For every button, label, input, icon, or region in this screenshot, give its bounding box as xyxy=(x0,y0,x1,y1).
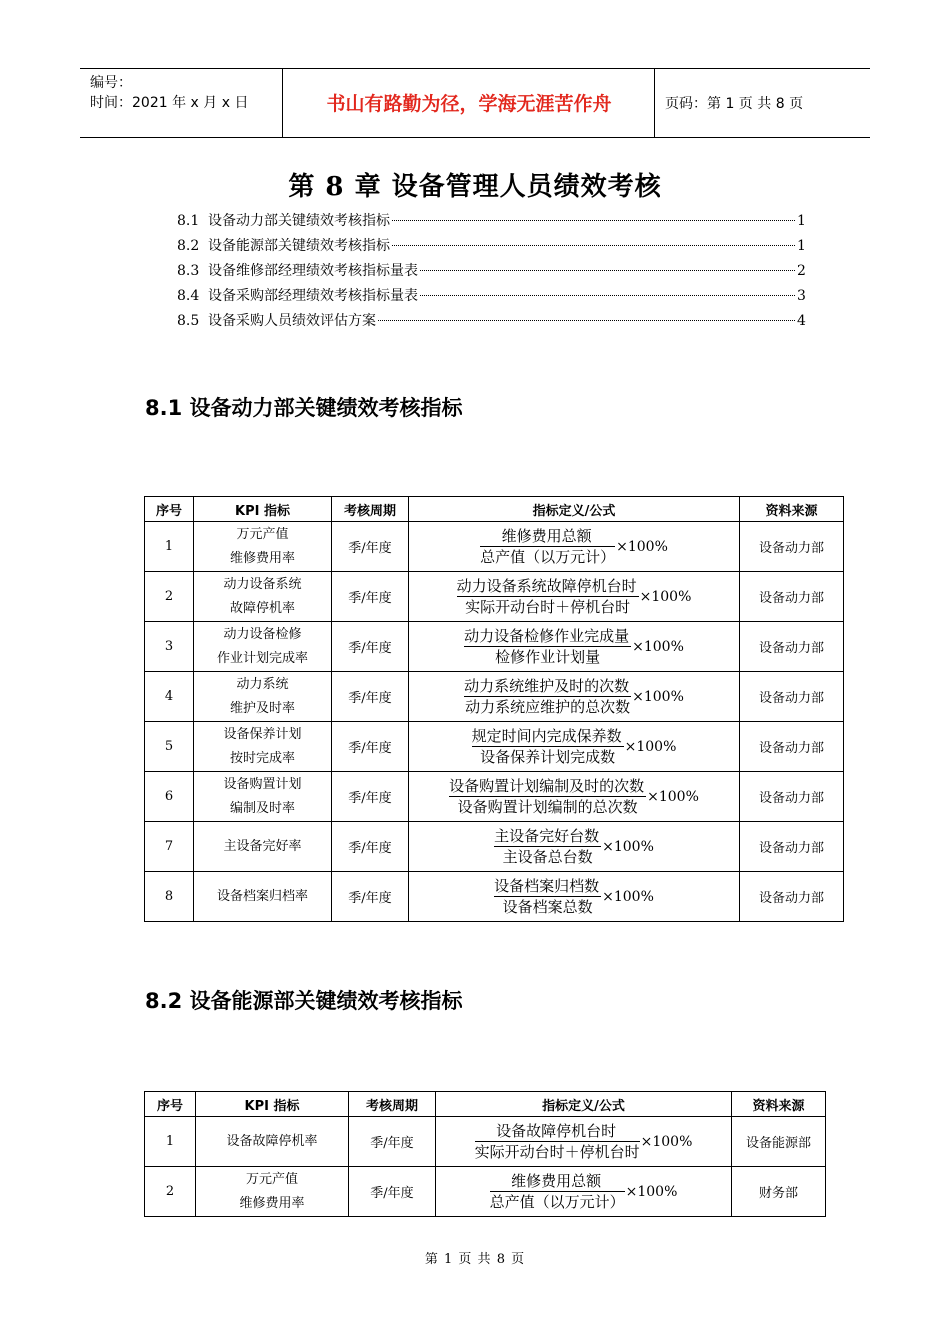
data-source: 设备动力部 xyxy=(740,572,844,622)
header-page-info: 页码：第 1 页 共 8 页 xyxy=(665,96,804,112)
kpi-name xyxy=(194,822,332,872)
data-source: 设备动力部 xyxy=(740,672,844,722)
data-source: 设备能源部 xyxy=(732,1117,826,1167)
column-header: 指标定义/公式 xyxy=(436,1092,732,1117)
data-source: 设备动力部 xyxy=(740,522,844,572)
period: 季/年度 xyxy=(332,572,409,622)
column-header: KPI 指标 xyxy=(194,497,332,522)
table-row xyxy=(145,822,844,872)
chapter-title: 第 8 章 设备管理人员绩效考核 xyxy=(288,172,662,202)
formula-denominator: 动力系统应维护的总次数 xyxy=(465,698,631,716)
formula xyxy=(409,872,740,922)
kpi-name-line: 设备故障停机率 xyxy=(226,1133,318,1149)
row-number: 7 xyxy=(145,822,194,872)
section-title: 8.2 设备能源部关键绩效考核指标 xyxy=(145,989,463,1013)
formula-multiplier: ×100% xyxy=(624,738,677,755)
toc-page: 3 xyxy=(797,288,806,304)
kpi-name xyxy=(194,572,332,622)
formula-numerator: 动力设备检修作业完成量 xyxy=(464,627,630,645)
kpi-name-line: 维修费用率 xyxy=(229,550,295,566)
toc-number: 8.1 xyxy=(177,213,200,229)
toc-entry[interactable] xyxy=(177,310,805,335)
toc-leader xyxy=(420,295,795,296)
formula-multiplier: ×100% xyxy=(625,1183,678,1200)
kpi-name-line: 按时完成率 xyxy=(229,750,295,766)
toc-page: 2 xyxy=(797,263,806,279)
table-row xyxy=(145,1167,826,1217)
formula-denominator: 设备保养计划完成数 xyxy=(480,748,616,766)
toc-entry[interactable] xyxy=(177,235,805,260)
formula-numerator: 维修费用总额 xyxy=(490,1171,625,1192)
kpi-name-line: 编制及时率 xyxy=(229,800,295,816)
toc-number: 8.4 xyxy=(177,288,200,304)
table-row xyxy=(145,722,844,772)
data-source: 设备动力部 xyxy=(740,622,844,672)
formula-denominator: 总产值（以万元计） xyxy=(480,548,616,566)
table-of-contents xyxy=(177,210,805,335)
header-number: 编号： xyxy=(90,75,132,91)
formula-denominator: 主设备总台数 xyxy=(502,848,593,866)
kpi-name-line: 动力设备系统 xyxy=(223,576,302,592)
page-header xyxy=(80,68,870,138)
toc-text: 设备能源部关键绩效考核指标 xyxy=(208,238,390,254)
kpi-name xyxy=(196,1167,349,1217)
table-header-row xyxy=(145,497,844,522)
page-footer: 第 1 页 共 8 页 xyxy=(424,1252,526,1267)
kpi-name xyxy=(194,622,332,672)
row-number: 8 xyxy=(145,872,194,922)
column-header: 资料来源 xyxy=(732,1092,826,1117)
toc-text: 设备维修部经理绩效考核指标量表 xyxy=(208,263,418,279)
table-row xyxy=(145,1117,826,1167)
toc-leader xyxy=(392,220,795,221)
column-header: 序号 xyxy=(145,497,194,522)
toc-page: 4 xyxy=(797,313,806,329)
section-title: 8.1 设备动力部关键绩效考核指标 xyxy=(145,396,463,420)
period: 季/年度 xyxy=(332,772,409,822)
table-row xyxy=(145,572,844,622)
table-row xyxy=(145,672,844,722)
table-row xyxy=(145,622,844,672)
formula xyxy=(409,522,740,572)
period: 季/年度 xyxy=(332,722,409,772)
formula xyxy=(409,722,740,772)
row-number: 2 xyxy=(145,1167,196,1217)
toc-number: 8.5 xyxy=(177,313,200,329)
kpi-name xyxy=(194,672,332,722)
toc-page: 1 xyxy=(797,213,806,229)
formula xyxy=(436,1167,732,1217)
row-number: 1 xyxy=(145,1117,196,1167)
formula-denominator: 实际开动台时＋停机台时 xyxy=(465,598,631,616)
kpi-name-line: 动力设备检修 xyxy=(223,626,302,642)
data-source: 设备动力部 xyxy=(740,872,844,922)
column-header: 考核周期 xyxy=(349,1092,436,1117)
formula xyxy=(409,772,740,822)
period: 季/年度 xyxy=(332,522,409,572)
formula-multiplier: ×100% xyxy=(632,688,684,705)
kpi-name xyxy=(194,872,332,922)
kpi-name-line: 维修费用率 xyxy=(239,1195,305,1211)
toc-entry[interactable] xyxy=(177,210,805,235)
row-number: 5 xyxy=(145,722,194,772)
formula-multiplier: ×100% xyxy=(640,1133,693,1150)
kpi-name-line: 动力系统 xyxy=(236,676,289,692)
formula-numerator: 主设备完好台数 xyxy=(494,827,600,845)
kpi-name xyxy=(194,522,332,572)
row-number: 1 xyxy=(145,522,194,572)
row-number: 3 xyxy=(145,622,194,672)
column-header: 序号 xyxy=(145,1092,196,1117)
kpi-name xyxy=(196,1117,349,1167)
formula xyxy=(409,572,740,622)
formula-numerator: 动力设备系统故障停机台时 xyxy=(456,577,637,595)
toc-text: 设备采购人员绩效评估方案 xyxy=(208,313,376,329)
formula-denominator: 检修作业计划量 xyxy=(495,648,601,666)
data-source: 设备动力部 xyxy=(740,722,844,772)
toc-number: 8.3 xyxy=(177,263,200,279)
table-row xyxy=(145,522,844,572)
formula-numerator: 动力系统维护及时的次数 xyxy=(464,677,630,695)
data-source: 设备动力部 xyxy=(740,822,844,872)
table-header-row xyxy=(145,1092,826,1117)
formula-numerator: 规定时间内完成保养数 xyxy=(471,727,622,745)
header-meta xyxy=(90,73,248,113)
kpi-table-energy xyxy=(144,1091,826,1217)
column-header: 资料来源 xyxy=(740,497,844,522)
header-date: 时间：2021 年 x 月 x 日 xyxy=(90,95,249,111)
toc-entry[interactable] xyxy=(177,285,805,310)
formula-denominator: 总产值（以万元计） xyxy=(489,1193,625,1211)
formula xyxy=(409,622,740,672)
data-source: 设备动力部 xyxy=(740,772,844,822)
period: 季/年度 xyxy=(332,672,409,722)
kpi-name-line: 作业计划完成率 xyxy=(216,650,308,666)
formula-multiplier: ×100% xyxy=(616,538,668,555)
row-number: 4 xyxy=(145,672,194,722)
toc-text: 设备采购部经理绩效考核指标量表 xyxy=(208,288,418,304)
toc-leader xyxy=(378,320,795,321)
formula-multiplier: ×100% xyxy=(632,638,684,655)
column-header: KPI 指标 xyxy=(196,1092,349,1117)
formula-denominator: 实际开动台时＋停机台时 xyxy=(474,1143,640,1161)
toc-page: 1 xyxy=(797,238,806,254)
formula-denominator: 设备档案总数 xyxy=(502,898,593,916)
formula-multiplier: ×100% xyxy=(602,838,654,855)
kpi-name-line: 万元产值 xyxy=(245,1171,298,1187)
column-header: 考核周期 xyxy=(332,497,409,522)
kpi-name xyxy=(194,722,332,772)
formula-multiplier: ×100% xyxy=(639,588,692,605)
header-motto: 书山有路勤为径，学海无涯苦作舟 xyxy=(326,93,612,115)
kpi-name-line: 维护及时率 xyxy=(229,700,295,716)
kpi-name xyxy=(194,772,332,822)
formula-denominator: 设备购置计划编制的总次数 xyxy=(457,798,638,816)
data-source: 财务部 xyxy=(732,1167,826,1217)
table-row xyxy=(145,772,844,822)
toc-text: 设备动力部关键绩效考核指标 xyxy=(208,213,390,229)
toc-leader xyxy=(420,270,795,271)
period: 季/年度 xyxy=(332,622,409,672)
formula-multiplier: ×100% xyxy=(602,888,654,905)
column-header: 指标定义/公式 xyxy=(409,497,740,522)
period: 季/年度 xyxy=(349,1117,436,1167)
kpi-name-line: 主设备完好率 xyxy=(223,838,302,854)
formula-multiplier: ×100% xyxy=(647,788,699,805)
table-row xyxy=(145,872,844,922)
period: 季/年度 xyxy=(349,1167,436,1217)
toc-number: 8.2 xyxy=(177,238,200,254)
formula-numerator: 设备故障停机台时 xyxy=(475,1121,640,1142)
kpi-name-line: 故障停机率 xyxy=(229,600,295,616)
kpi-table-power xyxy=(144,496,844,922)
formula xyxy=(436,1117,732,1167)
row-number: 6 xyxy=(145,772,194,822)
kpi-name-line: 设备购置计划 xyxy=(223,776,302,792)
formula xyxy=(409,672,740,722)
formula-numerator: 设备购置计划编制及时的次数 xyxy=(449,777,645,795)
toc-entry[interactable] xyxy=(177,260,805,285)
formula xyxy=(409,822,740,872)
kpi-name-line: 设备保养计划 xyxy=(223,726,302,742)
toc-leader xyxy=(392,245,795,246)
period: 季/年度 xyxy=(332,822,409,872)
formula-numerator: 维修费用总额 xyxy=(480,526,615,547)
period: 季/年度 xyxy=(332,872,409,922)
kpi-name-line: 万元产值 xyxy=(236,526,289,542)
row-number: 2 xyxy=(145,572,194,622)
formula-numerator: 设备档案归档数 xyxy=(494,877,600,895)
kpi-name-line: 设备档案归档率 xyxy=(216,888,308,904)
